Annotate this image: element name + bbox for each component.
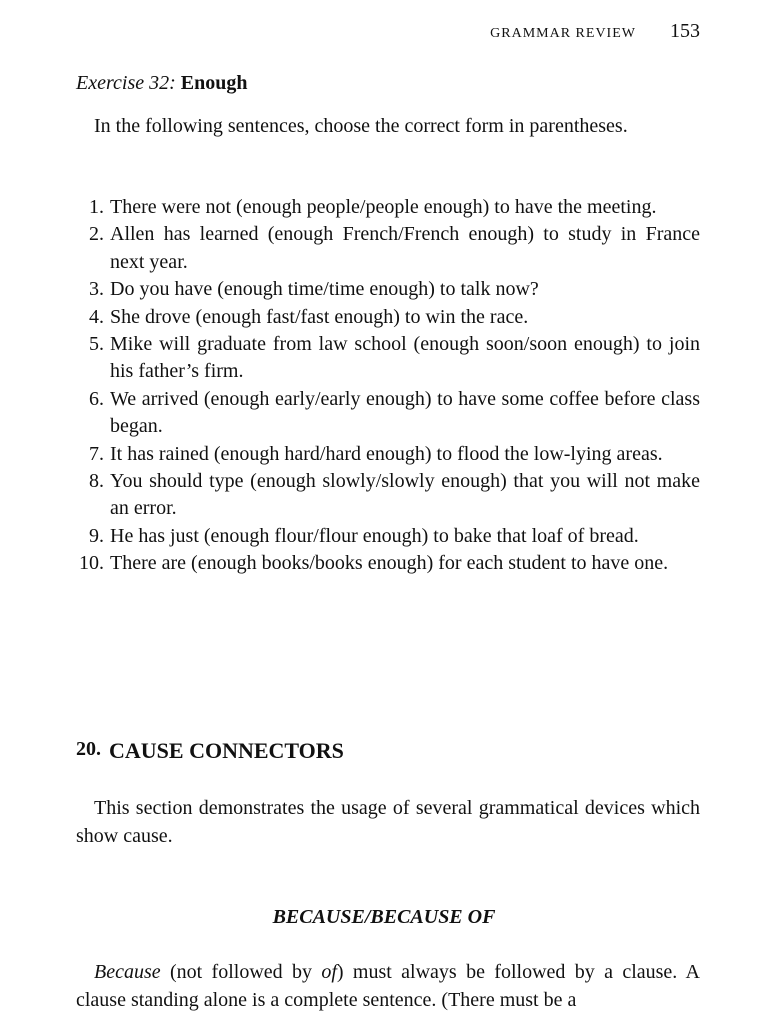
item-number: 6. — [89, 387, 104, 410]
item-text: Allen has learned (enough French/French enough) to study in France next year. — [110, 223, 700, 273]
para-text-2: ) must always be followed by a clause. A clause standing alone is a complete sentence. (There must be a — [76, 961, 700, 1011]
list-item — [68, 550, 700, 577]
item-number: 4. — [89, 305, 104, 328]
body-paragraph — [76, 958, 700, 1014]
running-head — [490, 20, 700, 43]
item-number: 3. — [89, 278, 104, 301]
item-number: 8. — [89, 470, 104, 493]
item-text: He has just (enough flour/flour enough) to bake that loaf of bread. — [110, 524, 639, 547]
item-text: Do you have (enough time/time enough) to talk now? — [110, 278, 539, 301]
item-number: 10. — [79, 552, 104, 575]
item-number: 2. — [89, 223, 104, 246]
section-intro: This section demonstrates the usage of several grammatical devices which show cause. — [76, 797, 700, 847]
item-text: You should type (enough slowly/slowly enough) that you will not make an error. — [110, 470, 700, 520]
item-text: We arrived (enough early/early enough) to have some coffee before class began. — [110, 387, 700, 438]
item-text: It has rained (enough hard/hard enough) to flood the low-lying areas. — [110, 442, 663, 465]
item-number: 5. — [89, 333, 104, 356]
item-number: 7. — [89, 442, 104, 465]
item-text: There are (enough books/books enough) for each student to have one. — [110, 552, 669, 575]
para-text-1: (not followed by — [160, 961, 322, 983]
list-item — [68, 441, 700, 468]
exercise-title: Enough — [180, 72, 248, 94]
list-item — [68, 276, 700, 303]
list-item — [68, 331, 700, 386]
item-number: 1. — [89, 196, 104, 218]
item-text: She drove (enough fast/fast enough) to win the race. — [110, 305, 529, 328]
section-number: 20. — [76, 738, 101, 760]
list-item — [68, 194, 700, 221]
section-heading — [76, 738, 344, 764]
list-item — [68, 523, 700, 550]
list-item — [68, 304, 700, 331]
list-item — [68, 386, 700, 441]
exercise-instructions: In the following sentences, choose the correct form in parentheses. — [94, 115, 628, 137]
section-title: CAUSE CONNECTORS — [109, 738, 344, 763]
item-number: 9. — [89, 524, 104, 547]
list-item — [68, 468, 700, 523]
page-number: 153 — [670, 20, 700, 42]
item-text: There were not (enough people/people enough) to have the meeting. — [110, 196, 657, 218]
subsection-heading: BECAUSE/BECAUSE OF — [272, 906, 496, 928]
term-because: Because — [94, 961, 161, 983]
term-of: of — [321, 961, 337, 983]
exercise-heading — [76, 72, 247, 95]
exercise-list — [68, 194, 700, 578]
running-head-title: GRAMMAR REVIEW — [490, 26, 636, 41]
item-text: Mike will graduate from law school (enough soon/soon enough) to join his father’s firm. — [110, 333, 700, 383]
exercise-label: Exercise 32: — [76, 72, 176, 94]
list-item — [68, 221, 700, 276]
